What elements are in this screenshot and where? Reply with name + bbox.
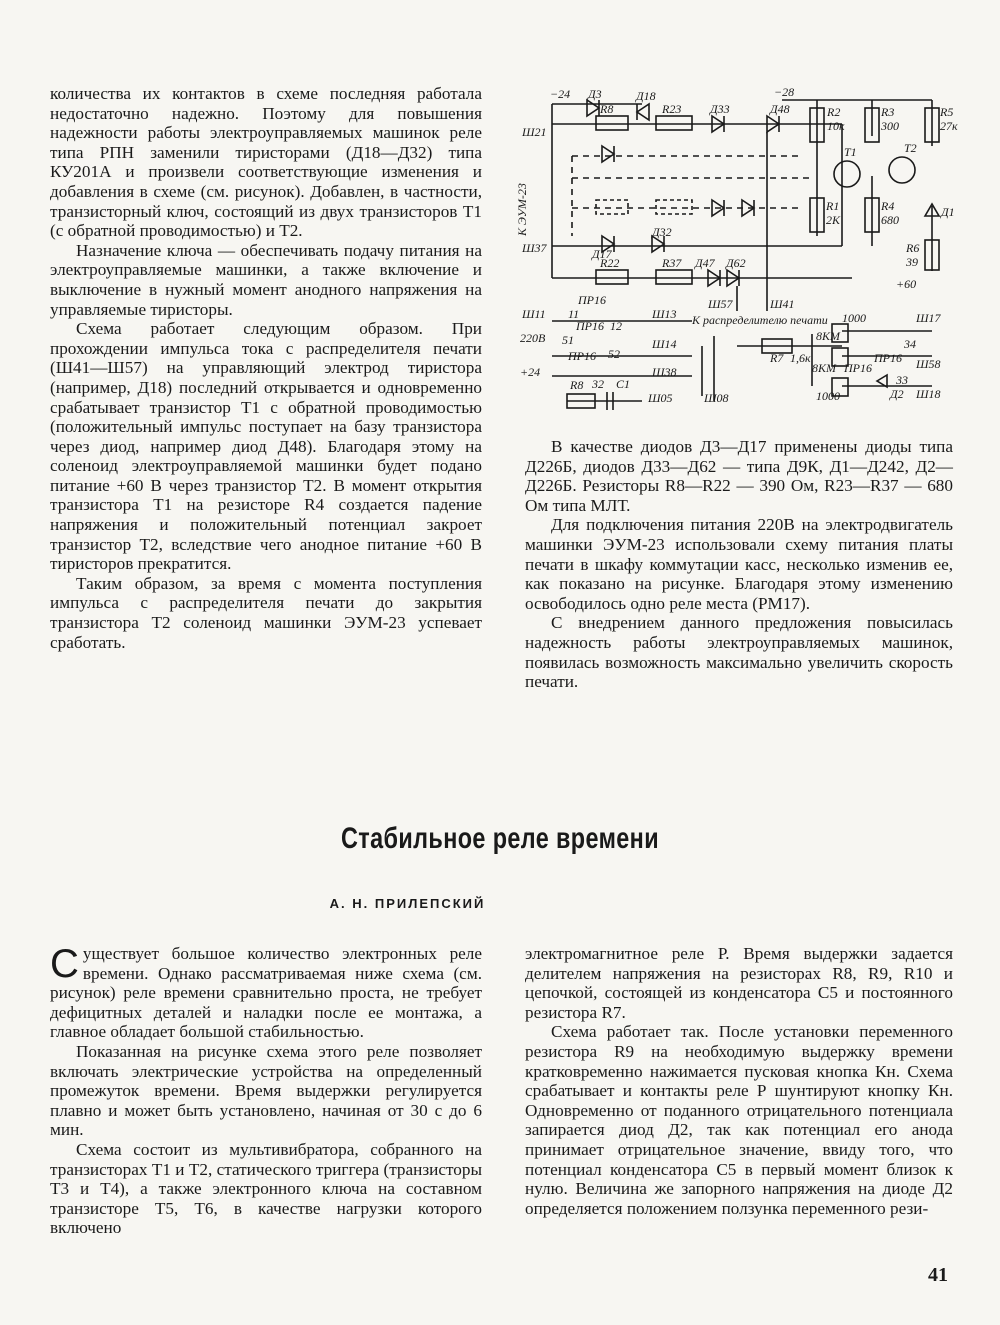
article-right-column xyxy=(525,944,953,1218)
schematic-label: R7 xyxy=(770,351,784,365)
schematic-label: Ш41 xyxy=(770,297,795,311)
paragraph xyxy=(50,944,482,1042)
schematic-label: ПР16 xyxy=(568,349,596,363)
schematic-label: 33 xyxy=(896,373,908,387)
schematic-label: 12 xyxy=(610,319,622,333)
schematic-label: ПР16 xyxy=(844,361,872,375)
schematic-label: R1 xyxy=(826,199,840,213)
schematic-label: 1000 xyxy=(842,311,866,325)
schematic-label: 2К xyxy=(826,213,840,227)
schematic-label: Ш18 xyxy=(916,387,941,401)
schematic-label: 680 xyxy=(881,213,899,227)
paragraph: Таким образом, за время с момента поступления импульса с распределителя печати до закрытия транзистора Т2 соленоид машинки ЭУМ-23 успевает сработать. xyxy=(50,573,482,652)
schematic-label: Ш11 xyxy=(522,307,546,321)
schematic-label: ПР16 xyxy=(578,293,606,307)
schematic-label: 52 xyxy=(608,347,620,361)
schematic-label: 220В xyxy=(520,331,546,345)
schematic-label: 1000 xyxy=(816,389,840,403)
paragraph: электромагнитное реле Р. Время выдержки задается делителем напряжения на резисторах R8, R9, R10 и цепочкой, состоящей из конденсатора С5 и постоянного резистора R7. xyxy=(525,944,953,1022)
schematic-label: 8КМ xyxy=(816,329,840,343)
schematic-label: ПР16 xyxy=(576,319,604,333)
schematic-label: +60 xyxy=(896,277,917,291)
schematic-label: Ш38 xyxy=(652,365,677,379)
schematic-label: Д3 xyxy=(588,87,602,101)
schematic-label: −28 xyxy=(774,86,795,99)
schematic-label: Ш58 xyxy=(916,357,941,371)
paragraph: В качестве диодов Д3—Д17 применены диоды типа Д226Б, диодов Д33—Д62 — типа Д9К, Д1—Д242, Д2—Д226Б. Резисторы R8—R22 — 390 Ом, R23—R37 — 680 Ом типа МЛТ. xyxy=(525,437,953,515)
schematic-label: R3 xyxy=(881,105,895,119)
page-number: 41 xyxy=(928,1264,948,1286)
schematic-label: T2 xyxy=(904,141,917,155)
schematic-label: Ш17 xyxy=(916,311,941,325)
paragraph: Схема работает так. После установки переменного резистора R9 на необходимую выдержку времени кратковременно нажимается пусковая кнопка Кн. Схема срабатывает и контакты реле Р шунтируют кнопку Кн. Одновременно от поданного отрицательного потенциала запирается диод Д2, так как потенциал его анода принимает отрицательное значение, ввиду того, что потенциал конденсатора С5 в первый момент близок к нулю. Величина же запорного напряжения на диоде Д2 определяется положением ползунка переменного рези- xyxy=(525,1022,953,1218)
schematic-label: R37 xyxy=(662,256,682,270)
schematic-label: R4 xyxy=(881,199,895,213)
paragraph: количества их контактов в схеме последняя работала недостаточно надежно. Поэтому для повышения надежности работы электроуправляемых машинок реле типа РПН заменили тиристорами (Д18—Д32) типа КУ201А и произвели соответствующие изменения и добавления в схеме (см. рисунок). Добавлен, в частности, транзисторный ключ, состоящий из двух транзисторов Т1 (с обратной проводимостью) и Т2. xyxy=(50,84,482,241)
schematic-label: К ЭУМ-23 xyxy=(515,183,529,236)
schematic-label: Д32 xyxy=(652,225,672,239)
schematic-label: 27к xyxy=(940,119,958,133)
article-left-column xyxy=(50,944,482,1238)
schematic-label: T1 xyxy=(844,145,857,159)
schematic-label: 51 xyxy=(562,333,574,347)
circuit-schematic xyxy=(512,86,958,416)
schematic-label: R6 xyxy=(906,241,920,255)
schematic-label: Д17 xyxy=(592,247,612,261)
schematic-label: Д18 xyxy=(636,89,656,103)
dropcap: С xyxy=(50,942,79,986)
article-title: Стабильное реле времени xyxy=(341,822,659,855)
schematic-label: ПР16 xyxy=(874,351,902,365)
schematic-label: Д47 xyxy=(695,256,715,270)
paragraph-text: уществует большое количество электронных реле времени. Однако рассматриваемая ниже схема (см. рисунок) реле времени сравнительно проста, не требует дефицитных деталей и наладки после ее монтажа, а главное обладает большой стабильностью. xyxy=(50,944,482,1042)
schematic-label: Ш08 xyxy=(704,391,729,405)
schematic-label: −24 xyxy=(550,87,571,101)
schematic-label: Д48 xyxy=(770,102,790,116)
schematic-label: Д33 xyxy=(710,102,730,116)
schematic-label: К распределителю печати xyxy=(692,313,828,327)
paragraph: Схема состоит из мультивибратора, собранного на транзисторах Т1 и Т2, статического триггера (транзисторы Т3 и Т4), а также электронного ключа на составном транзисторе Т5, Т6, в качестве нагрузки которого включено xyxy=(50,1139,482,1238)
schematic-label: 10к xyxy=(827,119,845,133)
schematic-label: R8 xyxy=(600,102,614,116)
top-right-column xyxy=(525,437,953,692)
schematic-label: Ш21 xyxy=(522,125,547,139)
schematic-label: R8 xyxy=(570,378,584,392)
paragraph: С внедрением данного предложения повысилась надежность работы электроуправляемых машинок, появилась возможность максимально увеличить скорость печати. xyxy=(525,613,953,692)
schematic-label: 39 xyxy=(906,255,918,269)
schematic-label: Д2 xyxy=(890,387,904,401)
paragraph: Показанная на рисунке схема этого реле позволяет включать электрические устройства на определенный промежуток времени. Время выдержки регулируется плавно и может быть установлено, начиная от 30 с до 6 мин. xyxy=(50,1041,482,1140)
schematic-label: R2 xyxy=(827,105,841,119)
schematic-label: 32 xyxy=(592,377,604,391)
top-left-column xyxy=(50,84,482,652)
schematic-label: С1 xyxy=(616,377,631,391)
schematic-label: Ш05 xyxy=(648,391,673,405)
schematic-label: Д1 xyxy=(941,205,955,219)
schematic-label: 1,6к xyxy=(790,351,811,365)
article-author: А. Н. ПРИЛЕПСКИЙ xyxy=(329,896,486,911)
schematic-label: Д62 xyxy=(726,256,746,270)
schematic-label: 11 xyxy=(568,307,580,321)
schematic-label: 34 xyxy=(904,337,916,351)
schematic-label: Ш13 xyxy=(652,307,677,321)
schematic-label: Ш14 xyxy=(652,337,677,351)
paragraph: Схема работает следующим образом. При прохождении импульса тока с распределителя печати (Ш41—Ш57) на управляющий электрод тиристора (например, Д18) последний открывается и одновременно срабатывает транзистор Т1 с обратной проводимостью (положительный импульс поступает на базу транзистора через диод, например диод Д48). Благодаря этому на соленоид электроуправляемой машинки будет подано питание +60 В через транзистор Т2. В момент открытия транзистора Т1 на резисторе R4 создается падение напряжения и положительный потенциал закроет транзистор Т2, вследствие чего анодное питание +60 В тиристоров прекратится. xyxy=(50,319,482,574)
schematic-label: 300 xyxy=(881,119,899,133)
paragraph: Для подключения питания 220В на электродвигатель машинки ЭУМ-23 использовали схему питания платы печати в шкафу коммутации касс, несколько изменив ее, как показано на рисунке. Благодаря этому изменению освободилось одно реле места (РМ17). xyxy=(525,515,953,613)
schematic-label: +24 xyxy=(520,365,541,379)
schematic-label: Ш57 xyxy=(708,297,733,311)
schematic-label: Ш37 xyxy=(522,241,547,255)
schematic-label: R5 xyxy=(940,105,954,119)
schematic-label: R23 xyxy=(662,102,682,116)
paragraph: Назначение ключа — обеспечивать подачу питания на электроуправляемые машинки, а также включение и выключение в нужный момент анодного напряжения на управляемые тиристоры. xyxy=(50,240,482,319)
schematic-label: R22 xyxy=(600,256,620,270)
schematic-label: 8КМ xyxy=(812,361,836,375)
